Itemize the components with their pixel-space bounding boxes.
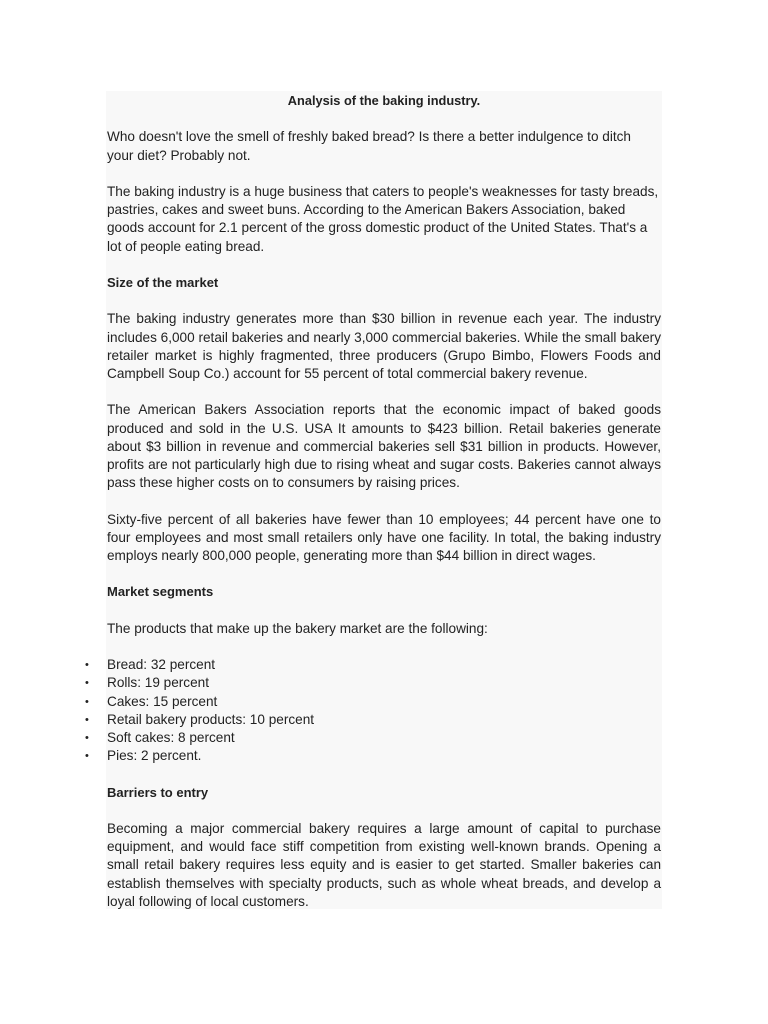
bullet-icon: • (85, 659, 89, 672)
market-size-paragraph-1: The baking industry generates more than $30 billion in revenue each year. The industry includes 6,000 retail bakeries and nearly 3,000 commercial bakeries. While the small bakery retailer market is highly fragmented, three producers (Grupo Bimbo, Flowers Foods and Campbell Soup Co.) account for 55 percent of total commercial bakery revenue. (107, 311, 661, 381)
document-title: Analysis of the baking industry. (287, 93, 481, 108)
list-item (85, 747, 661, 765)
list-item-text: Soft cakes: 8 percent (107, 729, 235, 745)
list-item-text: Bread: 32 percent (107, 657, 216, 673)
section-heading-market-segments: Market segments (107, 584, 214, 600)
bullet-icon: • (85, 695, 89, 708)
overview-paragraph: The baking industry is a huge business that caters to people's weaknesses for tasty breads, pastries, cakes and sweet buns. According to the American Bakers Association, baked goods account for 2.1 percent of the gross domestic product of the United States. That's a lot of people eating bread. (107, 183, 659, 254)
market-size-paragraph-3: Sixty-five percent of all bakeries have fewer than 10 employees; 44 percent have one to four employees and most small retailers only have one facility. In total, the baking industry employs nearly 800,000 people, generating more than $44 billion in direct wages. (107, 511, 661, 563)
list-item (85, 729, 661, 747)
section-heading-size-of-market: Size of the market (107, 274, 219, 290)
barriers-paragraph: Becoming a major commercial bakery requires a large amount of capital to purchase equipment, and would face stiff competition from existing well-known brands. Opening a small retail bakery requires less equity and is easier to get started. Smaller bakeries can establish themselves with specialty products, such as whole wheat breads, and develop a loyal following of local customers. (107, 820, 661, 909)
bullet-icon: • (85, 713, 89, 726)
list-item-text: Cakes: 15 percent (107, 693, 218, 709)
intro-paragraph: Who doesn't love the smell of freshly baked bread? Is there a better indulgence to ditch your diet? Probably not. (107, 129, 631, 163)
list-item-text: Retail bakery products: 10 percent (107, 711, 315, 727)
market-segments-list (85, 656, 661, 765)
document-content (85, 92, 661, 929)
bullet-icon: • (85, 731, 89, 744)
list-item-text: Pies: 2 percent. (107, 748, 202, 764)
list-item (85, 656, 661, 674)
section-heading-barriers-to-entry: Barriers to entry (107, 784, 209, 800)
bullet-icon: • (85, 677, 89, 690)
list-item (85, 674, 661, 692)
market-size-paragraph-2: The American Bakers Association reports that the economic impact of baked goods produced and sold in the U.S. USA It amounts to $423 billion. Retail bakeries generate about $3 billion in revenue and commercial bakeries sell $31 billion in products. However, profits are not particularly high due to rising wheat and sugar costs. Bakeries cannot always pass these higher costs on to consumers by raising prices. (107, 402, 661, 491)
bullet-icon: • (85, 750, 89, 763)
market-segments-intro: The products that make up the bakery market are the following: (107, 620, 488, 636)
list-item (85, 693, 661, 711)
list-item-text: Rolls: 19 percent (107, 675, 210, 691)
list-item (85, 711, 661, 729)
